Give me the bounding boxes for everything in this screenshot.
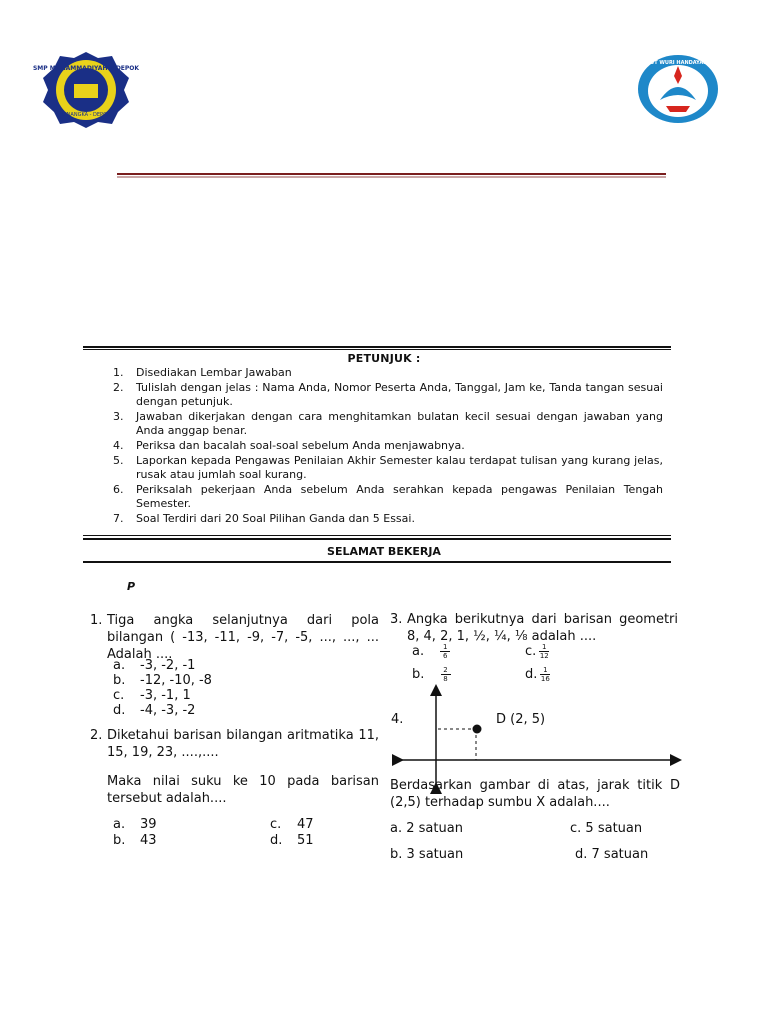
question-text: Tiga angka selanjutnya dari pola bilangan ( -13, -11, -9, -7, -5, ..., ..., ... Adalah .... — [107, 613, 379, 662]
instructions-top-rule — [83, 346, 671, 348]
q3-option-c: c. $\frac{1}{12}$ — [525, 643, 549, 660]
instruction-item: 3. Jawaban dikerjakan dengan cara menghitamkan bulatan kecil sesuai dengan jawaban yang Anda anggap benar. — [113, 409, 663, 438]
point-label: D (2, 5) — [496, 712, 546, 727]
instructions-bottom-rule-thick — [83, 538, 671, 540]
q4-option-d: d. 7 satuan — [575, 847, 649, 862]
question-3 — [390, 611, 678, 645]
closing-text: SELAMAT BEKERJA — [327, 545, 441, 558]
header-divider — [117, 173, 666, 175]
q3-option-a: a. $\frac{1}{6}$ — [412, 643, 450, 660]
question-1 — [90, 612, 379, 663]
logo-left-subtext: CINANGKA - DEPOK — [61, 112, 111, 118]
q4-option-c: c. 5 satuan — [570, 821, 643, 836]
q4-option-b: b. 3 satuan — [390, 847, 464, 862]
question-number: 3. — [390, 612, 403, 627]
question-4-text: Berdasarkan gambar di atas, jarak titik D (2,5) terhadap sumbu X adalah.... — [390, 778, 680, 810]
question-4-number: 4. — [391, 712, 404, 727]
question-2-subtext: Maka nilai suku ke 10 pada barisan tersebut adalah.... — [107, 774, 379, 806]
instruction-item: 1. Disediakan Lembar Jawaban — [113, 366, 292, 379]
logo-right-text: TUT WURI HANDAYANI — [646, 60, 710, 66]
instructions-top-rule-thin — [83, 349, 671, 350]
instructions-list — [113, 366, 663, 527]
instruction-item: 2. Tulislah dengan jelas : Nama Anda, Nomor Peserta Anda, Tanggal, Jam ke, Tanda tangan sesuai dengan petunjuk. — [113, 380, 663, 409]
question-number: 2. — [90, 728, 103, 743]
question-text: Angka berikutnya dari barisan geometri 8, 4, 2, 1, ½, ¼, ⅛ adalah .... — [407, 612, 678, 644]
tut-wuri-handayani-logo — [636, 54, 720, 124]
instruction-item: 6. Periksalah pekerjaan Anda sebelum Anda serahkan kepada pengawas Penilaian Tengah Semester. — [113, 482, 663, 511]
logo-left-text: SMP MUHAMMADIYAH 3 DEPOK — [32, 65, 140, 72]
question-text: Diketahui barisan bilangan aritmatika 11, 15, 19, 23, ....,.... — [107, 728, 379, 760]
q4-option-a: a. 2 satuan — [390, 821, 463, 836]
instruction-item: 5. Laporkan kepada Pengawas Penilaian Akhir Semester kalau terdapat tulisan yang kurang jelas, rusak atau jumlah soal kurang. — [113, 453, 663, 482]
q3-option-b: b. $\frac{2}{8}$ — [412, 666, 451, 683]
header-divider-shadow — [117, 176, 666, 178]
instructions-bottom-rule — [83, 535, 671, 536]
instruction-item: 7. Soal Terdiri dari 20 Soal Pilihan Ganda dan 5 Essai. — [113, 511, 415, 525]
question-number: 1. — [90, 613, 103, 628]
instruction-item: 4. Periksa dan bacalah soal-soal sebelum Anda menjawabnya. — [113, 438, 465, 452]
instructions-title: PETUNJUK : — [347, 352, 421, 365]
q3-option-d: d. $\frac{1}{16}$ — [525, 666, 550, 683]
closing-rule — [83, 561, 671, 563]
section-mark: P — [127, 580, 136, 593]
school-logo — [32, 50, 140, 130]
point-d — [473, 725, 482, 734]
question-2 — [90, 727, 379, 761]
